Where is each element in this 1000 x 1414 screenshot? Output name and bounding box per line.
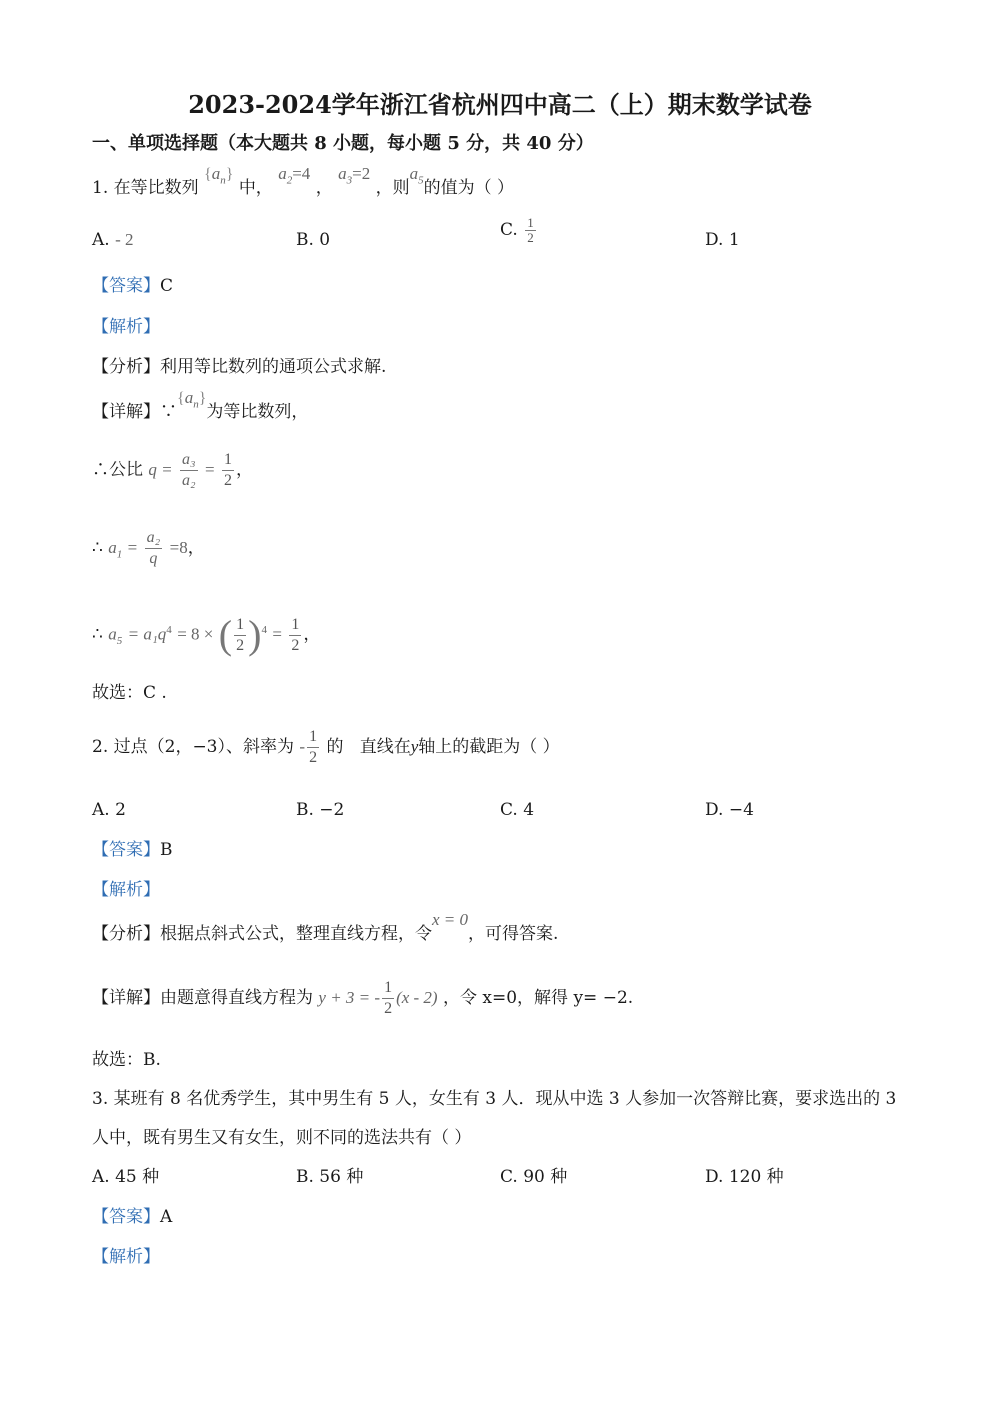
q2-option-a: A. 2	[92, 800, 126, 820]
q1-detail: 【详解】$\because\{a_n\}$为等比数列，	[92, 388, 309, 422]
q3-option-b: B. 56 种	[296, 1167, 364, 1187]
q2-detail: 【详解】由题意得直线方程为 y + 3 = - $\frac{1}{2}$ (x - 2) ，令 x=0，解得 y= −2.	[92, 979, 634, 1017]
q1-analysis-label: 【解析】	[92, 317, 160, 337]
q2-option-b: B. −2	[296, 800, 345, 820]
q1-step-a5: ∴ $a_5 = a_1q^4 = 8$ × ( $\frac{1}{2}$ )$^4$ = $\frac{1}{2}$ ，	[92, 612, 321, 658]
q3-answer: 【答案】A	[92, 1207, 173, 1227]
question-2: 2. 过点（2，−3）、斜率为 - $\frac{1}{2}$ 的 直线在y轴上的截距为（ ）	[92, 728, 560, 766]
q1-conclusion: 故选：C .	[92, 683, 167, 703]
q2-answer: 【答案】B	[92, 840, 173, 860]
q1-option-d: D. 1	[705, 230, 740, 250]
q3-option-c: C. 90 种	[500, 1167, 568, 1187]
q3-option-d: D. 120 种	[705, 1167, 784, 1187]
q1-step-a1: ∴ $a_1$ = $\frac{\text{a₂}}{q}$ =8，	[92, 529, 205, 567]
q3-option-a: A. 45 种	[92, 1167, 160, 1187]
question-3-line1: 3. 某班有 8 名优秀学生，其中男生有 5 人，女生有 3 人．现从中选 3 人参加一次答辩比赛，要求选出的 3	[92, 1089, 897, 1109]
exam-title: 2023-2024学年浙江省杭州四中高二（上）期末数学试卷	[188, 90, 812, 119]
q2-fenxi: 【分析】根据点斜式公式，整理直线方程，令x = 0，可得答案.	[92, 910, 559, 944]
question-1: 1. 在等比数列 $\{a_n\}$ 中， $a_2=4$ ， $a_3=2$ ，则$a_5$的值为（ ）	[92, 164, 515, 198]
q2-analysis-label: 【解析】	[92, 880, 160, 900]
section-heading: 一、单项选择题（本大题共 8 小题，每小题 5 分，共 40 分）	[92, 133, 594, 154]
q2-option-d: D. −4	[705, 800, 754, 820]
q1-fenxi: 【分析】利用等比数列的通项公式求解.	[92, 357, 387, 377]
q3-analysis-label: 【解析】	[92, 1247, 160, 1267]
q2-conclusion: 故选：B.	[92, 1050, 161, 1070]
q1-option-c: C. $\frac{1}{2}$	[500, 215, 534, 245]
q1-answer: 【答案】C	[92, 276, 174, 296]
q1-step-ratio: ∴公比 q = $\frac{\text{a₃}}{\text{a₂}}$ = $\frac{1}{2}$ ，	[92, 451, 254, 489]
question-3-line2: 人中，既有男生又有女生，则不同的选法共有（ ）	[92, 1128, 472, 1148]
q1-option-a: A. - 2	[92, 230, 134, 250]
q1-option-b: B. 0	[296, 230, 331, 250]
q2-option-c: C. 4	[500, 800, 535, 820]
